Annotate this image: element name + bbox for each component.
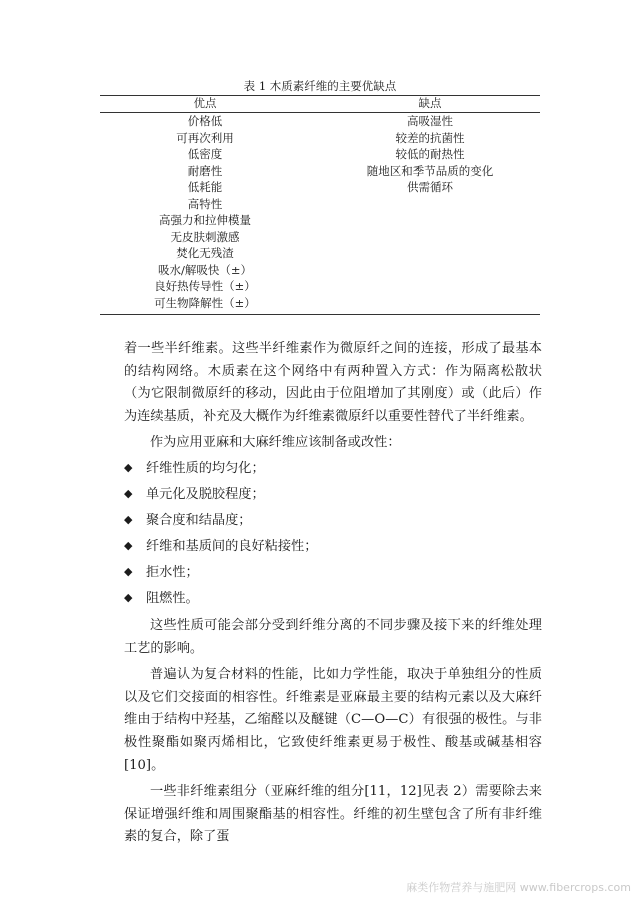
pros-item: 低耗能	[187, 180, 223, 194]
table-bottom-rule	[100, 314, 540, 315]
list-item-text: 纤维性质的均匀化；	[146, 460, 265, 476]
list-item	[124, 533, 542, 559]
cons-item: 高吸湿性	[407, 114, 453, 128]
diamond-bullet-icon: ◆	[124, 486, 133, 500]
pros-item: 高特性	[187, 196, 223, 211]
paragraph: 普遍认为复合材料的性能，比如力学性能，取决于单独组分的性质以及它们交接面的相容性。纤维素是亚麻最主要的结构元素以及大麻纤维由于结构中羟基，乙缩醛以及醚键（C—O—C）有很强的极性。与非极性聚酯如聚丙烯相比，它致使纤维素更易于极性、酸基或碱基相容[10]。	[124, 667, 542, 773]
diamond-bullet-icon: ◆	[124, 590, 133, 604]
table-header-row	[100, 96, 540, 111]
paragraph: 作为应用亚麻和大麻纤维应该制备或改性：	[150, 435, 401, 451]
pros-item: 价格低	[187, 114, 223, 128]
cons-item: 较低的耐热性	[395, 147, 465, 161]
list-item-text: 聚合度和结晶度；	[146, 512, 252, 528]
pros-item: 无皮肤刺激感	[170, 229, 240, 244]
cons-column	[330, 113, 530, 196]
list-item	[124, 559, 542, 585]
list-item-text: 纤维和基质间的良好粘接性；	[146, 538, 318, 554]
table-header-pros: 优点	[193, 96, 217, 110]
list-item	[124, 507, 542, 533]
cons-item: 较差的抗菌性	[395, 130, 465, 145]
paragraph: 着一些半纤维素。这些半纤维素作为微原纤之间的连接，形成了最基本的结构网络。木质素在这个网络中有两种置入方式：作为隔离松散状（为它限制微原纤的移动，因此由于位阻增加了其刚度）或（此后）作为连续基质，补充及大概作为纤维素微原纤以重要性替代了半纤维素。	[124, 341, 542, 424]
table-header-cons: 缺点	[418, 96, 442, 110]
cons-item: 供需循环	[407, 180, 453, 194]
diamond-bullet-icon: ◆	[124, 564, 133, 578]
pros-item: 耐磨性	[187, 163, 223, 178]
list-item-text: 单元化及脱胶程度；	[146, 486, 265, 502]
pros-item: 高强力和拉伸模量	[159, 213, 251, 227]
diamond-bullet-icon: ◆	[124, 512, 133, 526]
diamond-bullet-icon: ◆	[124, 538, 133, 552]
pros-item: 焚化无残渣	[176, 246, 234, 260]
site-watermark: 麻类作物营养与施肥网 www.fibercrops.com	[406, 881, 631, 894]
paragraph: 一些非纤维素组分（亚麻纤维的组分[11，12]见表 2）需要除去来保证增强纤维和周围聚酯基的相容性。纤维的初生壁包含了所有非纤维素的复合，除了蛋	[124, 784, 542, 845]
pros-item: 良好热传导性（±）	[154, 279, 256, 293]
pros-item: 吸水/解吸快（±）	[157, 262, 252, 277]
pros-item: 可生物降解性（±）	[154, 295, 256, 310]
list-item	[124, 455, 542, 481]
body-text	[124, 338, 542, 849]
list-item	[124, 481, 542, 507]
diamond-bullet-icon: ◆	[124, 460, 133, 474]
list-item	[124, 585, 542, 611]
pros-column	[105, 113, 305, 311]
property-list	[124, 455, 542, 611]
pros-item: 可再次利用	[176, 130, 234, 145]
table-caption: 表 1 木质素纤维的主要优缺点	[243, 79, 397, 93]
paragraph: 这些性质可能会部分受到纤维分离的不同步骤及接下来的纤维处理工艺的影响。	[124, 617, 542, 656]
list-item-text: 阻燃性。	[146, 590, 199, 606]
pros-item: 低密度	[187, 147, 223, 161]
cons-item: 随地区和季节品质的变化	[366, 163, 494, 178]
list-item-text: 拒水性；	[146, 564, 199, 580]
